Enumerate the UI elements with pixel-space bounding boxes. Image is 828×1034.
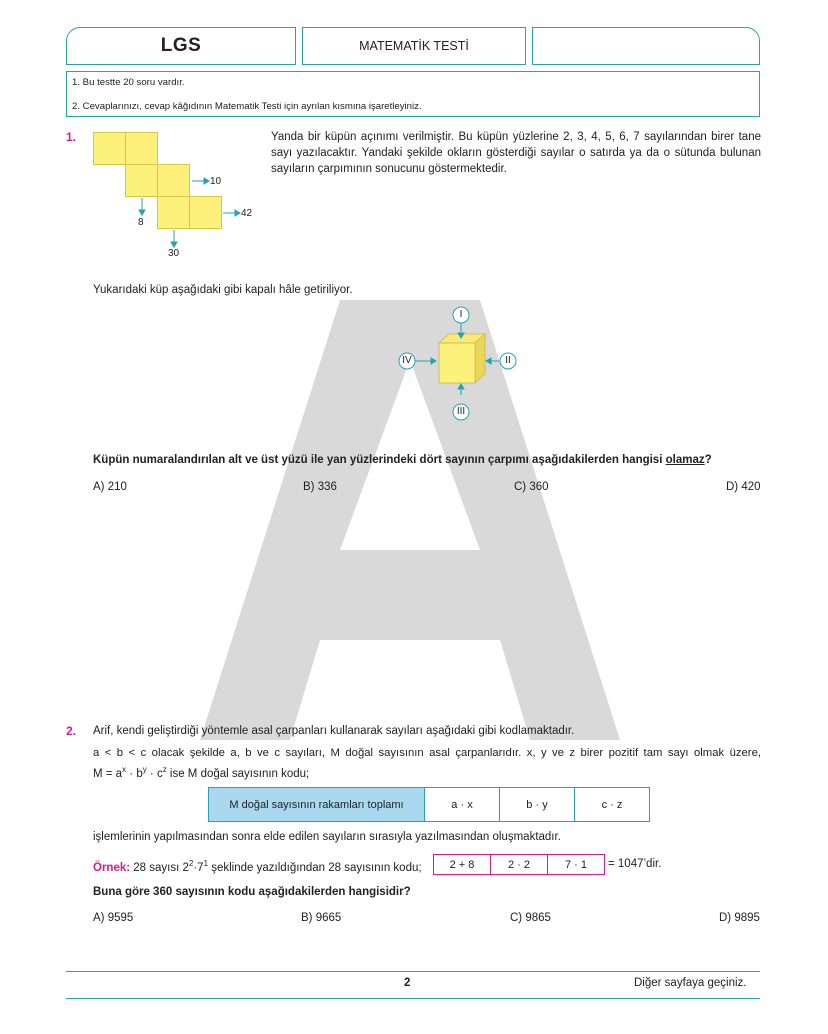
q2-number: 2. bbox=[66, 724, 77, 738]
code-cell-cz: c · z bbox=[575, 788, 650, 822]
instructions-box bbox=[66, 71, 760, 117]
q2-exp-y: y bbox=[142, 765, 147, 774]
q1-intro-line-2: sayı yazılacaktır. Yandaki şekilde okların gösterdiği sayılar o satırda ya da o sütunda bulunan bbox=[271, 147, 761, 159]
q1-number: 1. bbox=[66, 130, 77, 144]
header-tab-blank bbox=[532, 27, 760, 65]
q2-line-2: a < b < c olacak şekilde a, b ve c sayıları, M doğal sayısının asal çarpanlarıdır. x, y ve z birer pozitif tam sayı olmak üzere, bbox=[93, 747, 761, 759]
q2-option-a[interactable]: A) 9595 bbox=[93, 912, 134, 924]
code-cell-ax: a · x bbox=[425, 788, 500, 822]
q2-exp-z: z bbox=[162, 765, 167, 774]
net-label-col-a: 8 bbox=[138, 217, 144, 228]
q1-question-end: ? bbox=[704, 454, 712, 466]
footer-top-line bbox=[66, 971, 760, 972]
next-page-note: Diğer sayfaya geçiniz. bbox=[634, 977, 747, 989]
q2-line-3-post: ise M doğal sayısının kodu; bbox=[166, 767, 310, 780]
example-pre: 28 sayısı 2 bbox=[130, 861, 189, 874]
q2-line-3-pre: M = a bbox=[93, 767, 123, 780]
example-cell-2: 2 · 2 bbox=[491, 855, 548, 875]
header-tab-lgs bbox=[66, 27, 296, 65]
example-label: Örnek: bbox=[93, 861, 131, 874]
q2-example bbox=[93, 856, 422, 876]
net-label-row2: 10 bbox=[210, 176, 222, 187]
net-cell bbox=[125, 132, 158, 165]
page-number: 2 bbox=[404, 977, 411, 989]
code-cell-digit-sum: M doğal sayısının rakamları toplamı bbox=[209, 788, 425, 822]
q1-question bbox=[93, 452, 773, 468]
instruction-1: 1. Bu testte 20 soru vardır. bbox=[72, 77, 185, 88]
net-label-col-b: 30 bbox=[168, 248, 180, 259]
example-result: = 1047’dir. bbox=[608, 858, 662, 870]
cube-label-top: I bbox=[459, 309, 463, 320]
code-table bbox=[208, 787, 650, 822]
q2-line-1: Arif, kendi geliştirdiği yöntemle asal çarpanları kullanarak sayıları aşağıdaki gibi kodlamaktadır. bbox=[93, 725, 575, 737]
q2-line-4: işlemlerinin yapılmasından sonra elde edilen sayıların sırasıyla yazılmasından oluşmaktadır. bbox=[93, 831, 561, 843]
net-label-row3: 42 bbox=[241, 208, 253, 219]
example-cell-1: 2 + 8 bbox=[434, 855, 491, 875]
q1-question-main: Küpün numaralandırılan alt ve üst yüzü ile yan yüzlerindeki dört sayının çarpımı aşağıdakilerden hangisi bbox=[93, 454, 666, 466]
q2-exp-x: x bbox=[122, 765, 127, 774]
q1-question-underlined: olamaz bbox=[665, 454, 705, 466]
subject-title: MATEMATİK TESTİ bbox=[359, 39, 469, 53]
q1-option-a[interactable]: A) 210 bbox=[93, 481, 127, 493]
example-mid: ·7 bbox=[193, 861, 204, 874]
cube-label-left: IV bbox=[402, 355, 412, 366]
q1-option-c[interactable]: C) 360 bbox=[514, 481, 549, 493]
q1-intro bbox=[271, 129, 761, 177]
exam-title: LGS bbox=[160, 35, 202, 56]
cube-label-bottom: III bbox=[456, 406, 466, 417]
example-exp-2: 1 bbox=[203, 859, 209, 868]
q1-option-d[interactable]: D) 420 bbox=[726, 481, 761, 493]
q2-option-b[interactable]: B) 9665 bbox=[301, 912, 342, 924]
instruction-2: 2. Cevaplarınızı, cevap kâğıdının Matematik Testi için ayrılan kısmına işaretleyiniz. bbox=[72, 101, 422, 112]
q2-question: Buna göre 360 sayısının kodu aşağıdakilerden hangisidir? bbox=[93, 886, 411, 898]
q2-line-3-mid1: · b bbox=[126, 767, 143, 780]
footer-bottom-line bbox=[66, 998, 760, 999]
code-cell-by: b · y bbox=[500, 788, 575, 822]
q1-option-b[interactable]: B) 336 bbox=[303, 481, 337, 493]
q2-line-3 bbox=[93, 762, 309, 782]
q1-intro-line-3: sayıların çarpımının sonucunu göstermektedir. bbox=[271, 163, 507, 175]
example-code-table bbox=[433, 854, 605, 875]
q2-option-d[interactable]: D) 9895 bbox=[719, 912, 760, 924]
q2-option-c[interactable]: C) 9865 bbox=[510, 912, 551, 924]
q1-cube-text: Yukarıdaki küp aşağıdaki gibi kapalı hâle getiriliyor. bbox=[93, 284, 353, 296]
q1-intro-line-1: Yanda bir küpün açınımı verilmiştir. Bu küpün yüzlerine 2, 3, 4, 5, 6, 7 sayılarından birer tane bbox=[271, 131, 761, 143]
q2-line-3-mid2: · c bbox=[146, 767, 163, 780]
cube-label-right: II bbox=[505, 355, 511, 366]
example-cell-3: 7 · 1 bbox=[548, 855, 605, 875]
net-cell bbox=[93, 132, 126, 165]
example-exp-1: 2 bbox=[188, 859, 194, 868]
header-tab-subject bbox=[302, 27, 526, 65]
example-post: şeklinde yazıldığından 28 sayısının kodu; bbox=[208, 861, 422, 874]
